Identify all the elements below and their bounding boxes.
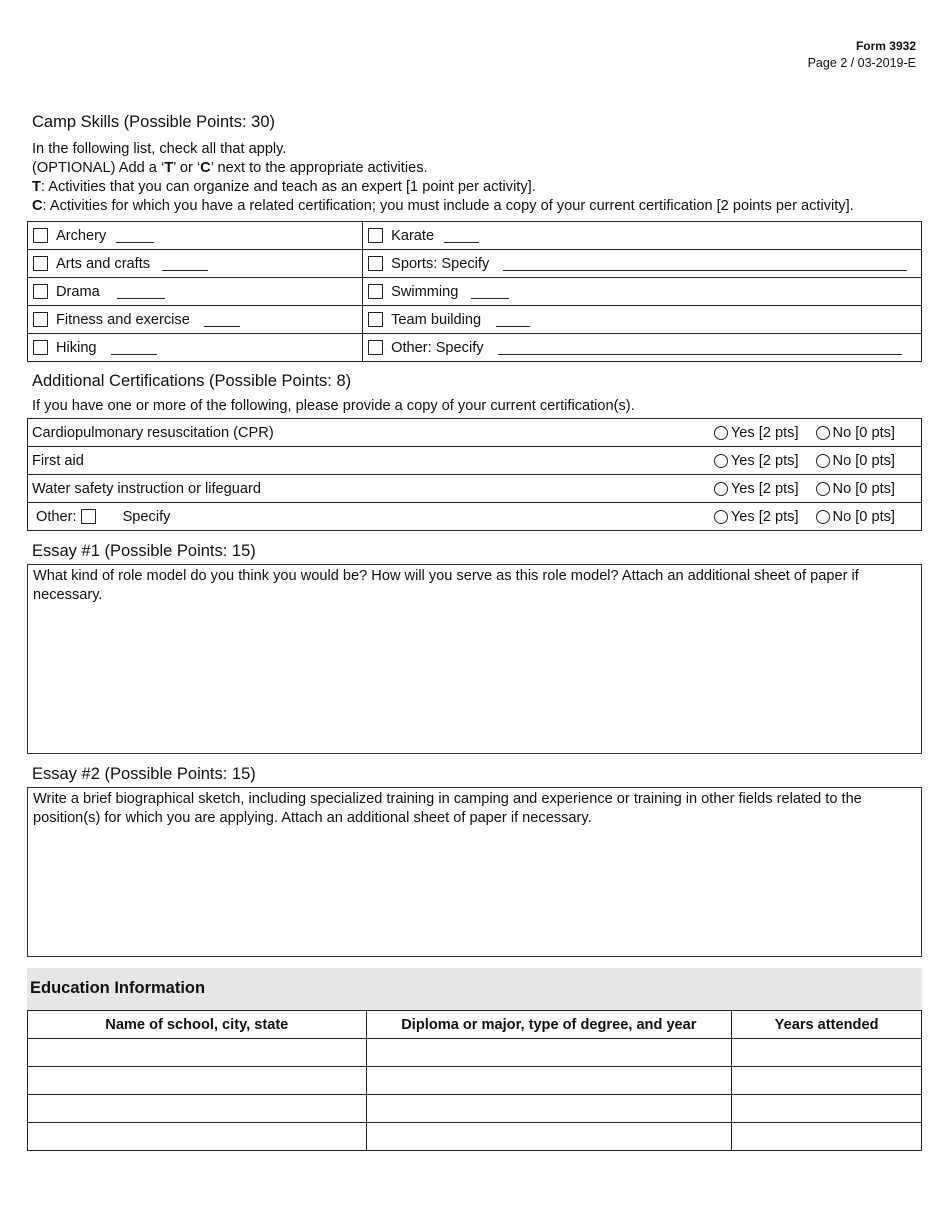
essay1-box[interactable] bbox=[27, 564, 922, 754]
radio-icon bbox=[816, 426, 830, 440]
cert-row bbox=[28, 447, 922, 475]
diploma-cell[interactable] bbox=[366, 1039, 732, 1067]
other-cert-label: Other: bbox=[36, 508, 77, 525]
first-aid-label: First aid bbox=[32, 452, 84, 469]
other-skill-label: Other: Specify bbox=[391, 339, 484, 356]
years-column-header: Years attended bbox=[732, 1011, 922, 1039]
essay1-prompt: What kind of role model do you think you would be? How will you serve as this role model? Attach an additional sheet of paper if necessary. bbox=[33, 568, 859, 603]
education-table bbox=[27, 1010, 922, 1151]
table-row bbox=[28, 1123, 922, 1151]
instruction-line-2: (OPTIONAL) Add a ‘T’ or ‘C’ next to the appropriate activities. bbox=[32, 160, 428, 176]
radio-icon bbox=[714, 454, 728, 468]
other-cert-checkbox[interactable] bbox=[81, 509, 96, 524]
water-safety-label: Water safety instruction or lifeguard bbox=[32, 480, 262, 497]
skills-row bbox=[28, 278, 922, 306]
other-cert-yes-option[interactable]: Yes [2 pts] bbox=[714, 509, 799, 525]
radio-icon bbox=[816, 510, 830, 524]
diploma-cell[interactable] bbox=[366, 1123, 732, 1151]
hiking-checkbox[interactable] bbox=[33, 340, 48, 355]
t-key-line: T: Activities that you can organize and teach as an expert [1 point per activity]. bbox=[32, 179, 536, 195]
sports-checkbox[interactable] bbox=[368, 256, 383, 271]
fitness-label: Fitness and exercise bbox=[56, 311, 190, 328]
swimming-checkbox[interactable] bbox=[368, 284, 383, 299]
skills-row bbox=[28, 306, 922, 334]
page-info: Page 2 / 03-2019-E bbox=[807, 56, 916, 70]
years-cell[interactable] bbox=[732, 1123, 922, 1151]
arts-crafts-tc-field[interactable] bbox=[162, 256, 208, 271]
form-number: Form 3932 bbox=[855, 39, 916, 53]
school-cell[interactable] bbox=[28, 1095, 367, 1123]
cert-row bbox=[28, 475, 922, 503]
cpr-yes-option[interactable]: Yes [2 pts] bbox=[714, 425, 799, 441]
essay1-title: Essay #1 (Possible Points: 15) bbox=[32, 542, 256, 560]
years-cell[interactable] bbox=[732, 1095, 922, 1123]
additional-certs-title: Additional Certifications (Possible Points: 8) bbox=[32, 372, 352, 390]
form-header bbox=[808, 38, 916, 72]
radio-icon bbox=[816, 482, 830, 496]
fitness-checkbox[interactable] bbox=[33, 312, 48, 327]
essay2-title: Essay #2 (Possible Points: 15) bbox=[32, 765, 256, 783]
table-row bbox=[28, 1067, 922, 1095]
team-building-label: Team building bbox=[391, 311, 482, 328]
table-row bbox=[28, 1039, 922, 1067]
certs-table bbox=[27, 418, 922, 531]
essay2-box[interactable] bbox=[27, 787, 922, 957]
school-column-header: Name of school, city, state bbox=[28, 1011, 367, 1039]
first-aid-yes-option[interactable]: Yes [2 pts] bbox=[714, 453, 799, 469]
other-skill-checkbox[interactable] bbox=[368, 340, 383, 355]
arts-crafts-checkbox[interactable] bbox=[33, 256, 48, 271]
school-cell[interactable] bbox=[28, 1039, 367, 1067]
radio-icon bbox=[714, 482, 728, 496]
team-building-checkbox[interactable] bbox=[368, 312, 383, 327]
water-safety-yes-option[interactable]: Yes [2 pts] bbox=[714, 481, 799, 497]
karate-label: Karate bbox=[391, 227, 435, 244]
other-cert-specify-label: Specify bbox=[122, 508, 171, 525]
skills-row bbox=[28, 250, 922, 278]
water-safety-no-option[interactable]: No [0 pts] bbox=[816, 481, 895, 497]
essay2-prompt: Write a brief biographical sketch, including specialized training in camping and experience or training in other fields related to the position(s) for which you are applying. Attach an additional sheet of paper if necessary. bbox=[33, 791, 862, 826]
c-key-line: C: Activities for which you have a related certification; you must include a copy of your current certification [2 points per activity]. bbox=[32, 198, 854, 214]
camp-skills-title: Camp Skills (Possible Points: 30) bbox=[32, 113, 276, 131]
other-skill-specify-field[interactable] bbox=[498, 340, 902, 355]
drama-tc-field[interactable] bbox=[117, 284, 165, 299]
diploma-column-header: Diploma or major, type of degree, and year bbox=[366, 1011, 732, 1039]
other-cert-no-option[interactable]: No [0 pts] bbox=[816, 509, 895, 525]
education-header-row bbox=[28, 1011, 922, 1039]
school-cell[interactable] bbox=[28, 1067, 367, 1095]
table-row bbox=[28, 1095, 922, 1123]
camp-skills-table bbox=[27, 221, 922, 362]
school-cell[interactable] bbox=[28, 1123, 367, 1151]
education-header-band bbox=[27, 968, 922, 1010]
additional-certs-instruction: If you have one or more of the following, please provide a copy of your current certification(s). bbox=[32, 398, 635, 414]
swimming-label: Swimming bbox=[391, 283, 459, 300]
archery-checkbox[interactable] bbox=[33, 228, 48, 243]
drama-checkbox[interactable] bbox=[33, 284, 48, 299]
cert-row bbox=[28, 503, 922, 531]
instruction-line-1: In the following list, check all that apply. bbox=[32, 141, 287, 157]
education-title: Education Information bbox=[30, 979, 206, 997]
skills-row bbox=[28, 222, 922, 250]
hiking-tc-field[interactable] bbox=[111, 340, 157, 355]
sports-specify-field[interactable] bbox=[503, 256, 907, 271]
drama-label: Drama bbox=[56, 283, 100, 300]
swimming-tc-field[interactable] bbox=[471, 284, 509, 299]
cpr-label: Cardiopulmonary resuscitation (CPR) bbox=[32, 424, 274, 441]
karate-tc-field[interactable] bbox=[444, 228, 479, 243]
hiking-label: Hiking bbox=[56, 339, 97, 356]
radio-icon bbox=[816, 454, 830, 468]
cert-row bbox=[28, 419, 922, 447]
radio-icon bbox=[714, 510, 728, 524]
radio-icon bbox=[714, 426, 728, 440]
years-cell[interactable] bbox=[732, 1067, 922, 1095]
skills-row bbox=[28, 334, 922, 362]
diploma-cell[interactable] bbox=[366, 1067, 732, 1095]
arts-crafts-label: Arts and crafts bbox=[56, 255, 151, 272]
fitness-tc-field[interactable] bbox=[204, 312, 240, 327]
years-cell[interactable] bbox=[732, 1039, 922, 1067]
karate-checkbox[interactable] bbox=[368, 228, 383, 243]
diploma-cell[interactable] bbox=[366, 1095, 732, 1123]
archery-label: Archery bbox=[56, 227, 107, 244]
archery-tc-field[interactable] bbox=[116, 228, 154, 243]
cpr-no-option[interactable]: No [0 pts] bbox=[816, 425, 895, 441]
first-aid-no-option[interactable]: No [0 pts] bbox=[816, 453, 895, 469]
camp-skills-instructions bbox=[32, 140, 854, 216]
team-building-tc-field[interactable] bbox=[496, 312, 530, 327]
sports-label: Sports: Specify bbox=[391, 255, 490, 272]
